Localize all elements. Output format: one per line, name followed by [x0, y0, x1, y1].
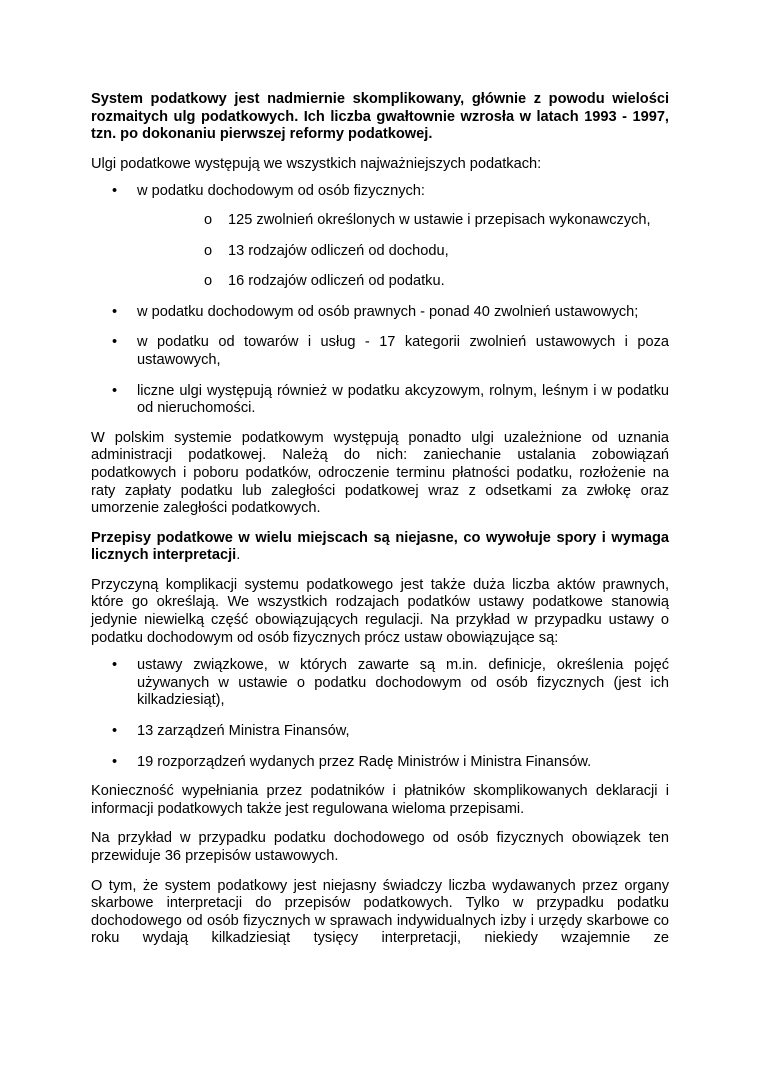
list-item-text: w podatku od towarów i usług - 17 kategorii zwolnień ustawowych i poza ustawowych, [137, 334, 669, 368]
list-item [91, 183, 669, 290]
bullet-icon: • [112, 657, 118, 674]
list-item-text: 19 rozporządzeń wydanych przez Radę Ministrów i Ministra Finansów. [137, 753, 592, 770]
sub-bullet-icon: o [204, 273, 213, 290]
ulgi-list [91, 183, 669, 417]
sub-list-item [137, 273, 669, 291]
bullet-icon: • [112, 753, 118, 770]
przepisy-period: . [236, 547, 241, 564]
list-item [91, 334, 669, 369]
sub-list-item-text: 13 rodzajów odliczeń od dochodu, [228, 242, 449, 259]
sub-list-item [137, 243, 669, 261]
sub-list-item-text: 125 zwolnień określonych w ustawie i przepisach wykonawczych, [228, 211, 651, 228]
sub-list-item-text: 16 rodzajów odliczeń od podatku. [228, 273, 445, 290]
list-item [91, 723, 669, 741]
list-item-text: w podatku dochodowym od osób fizycznych: [137, 183, 425, 200]
bullet-icon: • [112, 183, 118, 200]
przepisy-paragraph [91, 530, 669, 565]
przepisy-bold-text: Przepisy podatkowe w wielu miejscach są niejasne, co wywołuje spory i wymaga licznych interpretacji [91, 529, 669, 564]
list-item-text: w podatku dochodowym od osób prawnych - ponad 40 zwolnień ustawowych; [137, 303, 639, 320]
uznanie-paragraph: W polskim systemie podatkowym występują ponadto ulgi uzależnione od uznania administracji podatkowej. Należą do nich: zaniechanie ustalania zobowiązań podatkowych i poboru podatków, odroczenie terminu płatności podatku, rozłożenie na raty zapłaty podatku lub zaległości podatkowej wraz z odsetkami za zwłokę oraz umorzenie zaległości podatkowych. [91, 429, 669, 517]
list-item-text: 13 zarządzeń Ministra Finansów, [137, 723, 350, 740]
intro-paragraph: System podatkowy jest nadmiernie skomplikowany, głównie z powodu wielości rozmaitych ulg podatkowych. Ich liczba gwałtownie wzrosła w latach 1993 - 1997, tzn. po dokonaniu pierwszej reformy podatkowej. [91, 91, 669, 143]
bullet-icon: • [112, 334, 118, 351]
sub-list-item [137, 212, 669, 230]
bullet-icon: • [112, 382, 118, 399]
sub-bullet-icon: o [204, 242, 213, 259]
list-item-text: liczne ulgi występują również w podatku akcyzowym, rolnym, leśnym i w podatku od nieruchomości. [137, 382, 669, 417]
bullet-icon: • [112, 303, 118, 320]
list-item [91, 657, 669, 710]
bullet-icon: • [112, 723, 118, 740]
list-item [91, 304, 669, 322]
ulgi-intro-paragraph: Ulgi podatkowe występują we wszystkich najważniejszych podatkach: [91, 155, 542, 172]
list-item [91, 754, 669, 772]
koniecznosc-paragraph: Konieczność wypełniania przez podatników i płatników skomplikowanych deklaracji i informacji podatkowych także jest regulowana wieloma przepisami. [91, 783, 669, 817]
ulgi-sublist [137, 212, 669, 291]
list-item-text: ustawy związkowe, w których zawarte są m.in. definicje, określenia pojęć używanych w ustawie o podatku dochodowym od osób fizycznych (jest ich kilkadziesiąt), [137, 657, 669, 709]
akty-list [91, 657, 669, 771]
przyklad-paragraph: Na przykład w przypadku podatku dochodowego od osób fizycznych obowiązek ten przewiduje 36 przepisów ustawowych. [91, 830, 669, 864]
otym-paragraph: O tym, że system podatkowy jest niejasny świadczy liczba wydawanych przez organy skarbowe interpretacji do przepisów podatkowych. Tylko w przypadku podatku dochodowego od osób fizycznych w sprawach indywidualnych izby i urzędy skarbowe co roku wydają kilkadziesiąt tysięcy interpretacji, niekiedy wzajemnie ze [91, 877, 669, 947]
sub-bullet-icon: o [204, 211, 213, 228]
list-item [91, 383, 669, 418]
przyczyna-paragraph: Przyczyną komplikacji systemu podatkowego jest także duża liczba aktów prawnych, które go określają. We wszystkich rodzajach podatków ustawy podatkowe stanowią jedynie niewielką część obowiązujących regulacji. Na przykład w przypadku ustawy o podatku dochodowym od osób fizycznych prócz ustaw obowiązujące są: [91, 576, 669, 646]
